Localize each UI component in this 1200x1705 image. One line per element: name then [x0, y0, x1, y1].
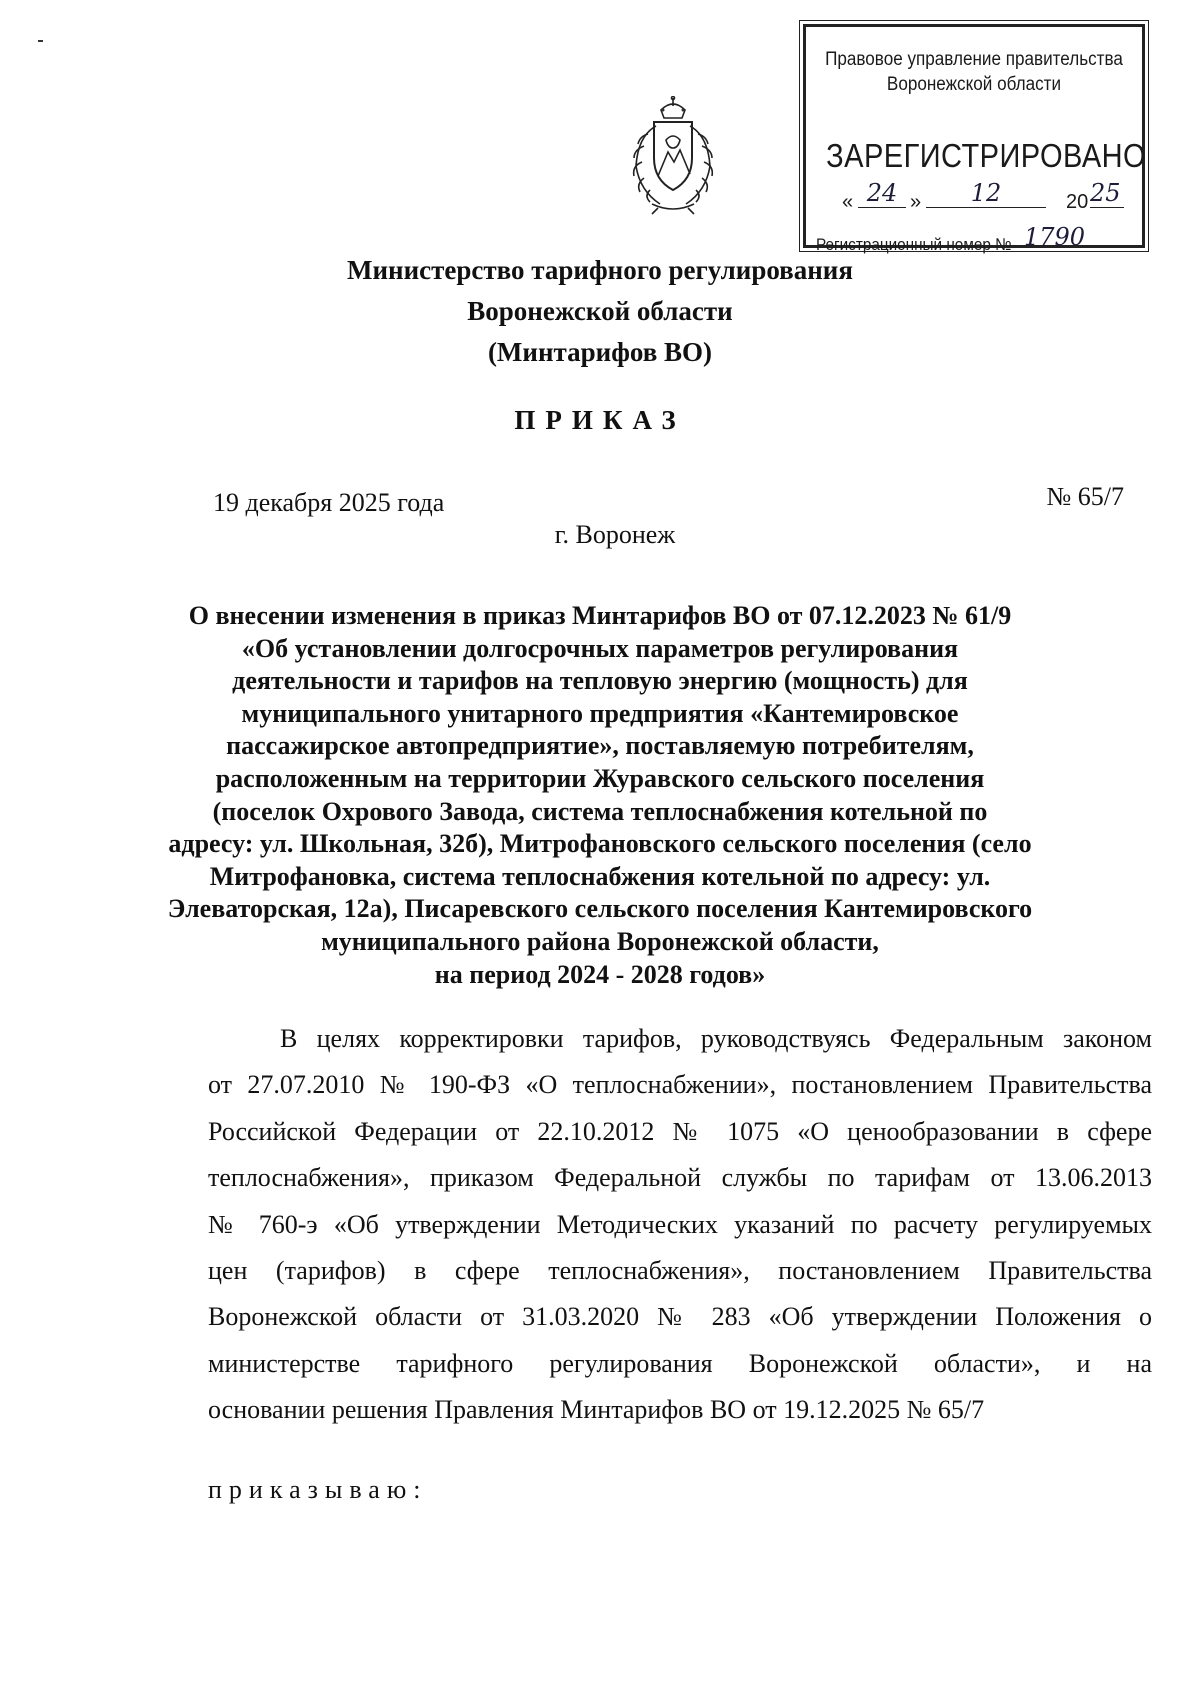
coat-of-arms-icon	[618, 96, 728, 216]
stamp-number-label: Регистрационный номер №	[816, 235, 1012, 254]
order-title-line: О внесении изменения в приказ Минтарифов ВО от 07.12.2023 № 61/9	[188, 601, 1012, 630]
document-number: № 65/7	[1046, 482, 1124, 511]
stamp-quote-open: «	[842, 191, 854, 213]
stamp-year-prefix: 20	[1066, 191, 1089, 213]
preamble-line: № 760-э «Об утверждении Методических указаний по расчету регулируемых	[208, 1209, 1152, 1239]
stamp-day-handwritten: 24	[858, 179, 906, 208]
document-date: 19 декабря 2025 года	[213, 488, 445, 517]
order-title-line: расположенным на территории Журавского сельского поселения	[215, 763, 985, 793]
ministry-line2: Воронежской области	[467, 296, 733, 326]
document-city: г. Воронеж	[554, 520, 676, 549]
stamp-department-line1: Правовое управление правительства	[825, 49, 1123, 70]
ministry-heading	[0, 250, 1200, 373]
preamble-line: цен (тарифов) в сфере теплоснабжения», постановлением Правительства	[208, 1255, 1152, 1285]
order-directive: приказываю:	[208, 1475, 428, 1504]
order-title-line: муниципального района Воронежской области,	[321, 926, 879, 956]
preamble-line: министерстве тарифного регулирования Воронежской области», и на	[208, 1348, 1152, 1378]
stamp-year-suffix-handwritten: 25	[1090, 179, 1124, 208]
preamble-line: В целях корректировки тарифов, руководствуясь Федеральным законом	[280, 1024, 1152, 1053]
preamble-paragraph	[208, 1016, 1152, 1434]
stamp-department	[823, 47, 1125, 97]
scan-speck	[38, 40, 43, 42]
registration-stamp	[803, 24, 1147, 254]
ministry-line3: (Минтарифов ВО)	[487, 337, 713, 367]
order-title-line: «Об установлении долгосрочных параметров регулирования	[241, 633, 959, 663]
stamp-date	[842, 179, 1132, 215]
order-title-line: Элеваторская, 12а), Писаревского сельского поселения Кантемировского	[167, 894, 1033, 924]
stamp-registered-label: ЗАРЕГИСТРИРОВАНО	[826, 137, 1147, 174]
preamble-line: теплоснабжения», приказом Федеральной службы по тарифам от 13.06.2013	[208, 1163, 1152, 1193]
preamble-line: Воронежской области от 31.03.2020 № 283 «Об утверждении Положения о	[208, 1302, 1152, 1332]
stamp-quote-close: »	[910, 191, 922, 213]
order-title-line: Митрофановка, система теплоснабжения котельной по адресу: ул.	[209, 861, 991, 891]
stamp-department-line2: Воронежской области	[886, 74, 1062, 95]
stamp-month-handwritten: 12	[926, 179, 1046, 208]
preamble-line: основании решения Правления Минтарифов ВО от 19.12.2025 № 65/7	[208, 1395, 985, 1425]
preamble-line: Российской Федерации от 22.10.2012 № 1075 «О ценообразовании в сфере	[208, 1116, 1152, 1146]
order-title-line: адресу: ул. Школьная, 32б), Митрофановского сельского поселения (село	[168, 829, 1032, 859]
order-title-line: деятельности и тарифов на тепловую энергию (мощность) для	[232, 666, 968, 696]
order-title-line: на период 2024 - 2028 годов»	[434, 959, 766, 989]
stamp-number-value-handwritten: 1790	[1024, 223, 1140, 252]
document-type-title: ПРИКАЗ	[514, 405, 686, 435]
order-title	[0, 600, 1200, 991]
order-title-line: пассажирское автопредприятие», поставляемую потребителям,	[226, 731, 974, 761]
coat-of-arms-emblem	[618, 96, 728, 216]
preamble-line: от 27.07.2010 № 190-ФЗ «О теплоснабжении», постановлением Правительства	[208, 1070, 1152, 1100]
ministry-line1: Министерство тарифного регулирования	[347, 255, 853, 285]
order-title-line: муниципального унитарного предприятия «Кантемировское	[241, 698, 959, 728]
order-title-line: (поселок Охрового Завода, система теплоснабжения котельной по	[212, 796, 988, 826]
